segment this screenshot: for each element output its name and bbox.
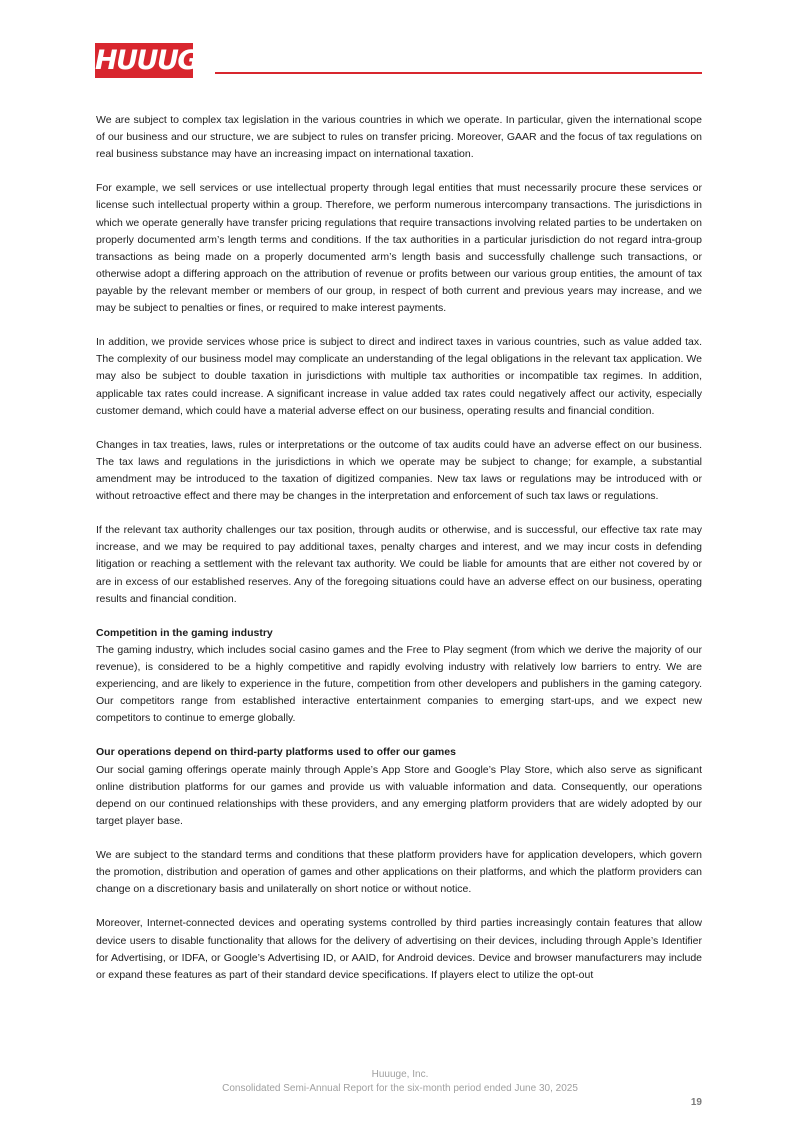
section-heading-competition: Competition in the gaming industry — [96, 626, 273, 639]
paragraph-indirect-taxes: In addition, we provide services whose price is subject to direct and indirect taxes in various countries, such as value added tax. The complexity of our business model may complicate an understanding of the legal obligations in the relevant tax application. We may also be subject to double taxation in jurisdictions with multiple tax authorities or incompatible tax regimes. In addition, applicable tax rates could increase. A significant increase in value added tax rates could negatively affect our activity, especially customer demand, which could have a material adverse effect on our business, operating results and financial condition. — [96, 336, 702, 417]
paragraph-tax-authority: If the relevant tax authority challenges our tax position, through audits or otherwise, and is successful, our effective tax rate may increase, and we may be required to pay additional taxes, penalty charges and interest, and we may incur costs in defending litigation or reaching a settlement with the relevant tax authority. We could be liable for amounts that are either not covered by or are in excess of our established reserves. Any of the foregoing situations could have an adverse effect on our business, operating results and financial condition. — [96, 524, 702, 605]
paragraph-competition: The gaming industry, which includes social casino games and the Free to Play segment (from which we derive the majority of our revenue), is considered to be a highly competitive and rapidly evolving industry with relatively low barriers to entry. We are experiencing, and are likely to experience in the future, competition from other developers and publishers in the gaming category. Our competitors range from established interactive entertainment companies to emerging start-ups, and we expect new competitors to continue to emerge globally. — [96, 643, 702, 725]
paragraph-tax-legislation: We are subject to complex tax legislation in the various countries in which we operate. In particular, given the international scope of our business and our structure, we are subject to rules on transfer pricing. Moreover, GAAR and the focus of tax regulations on real business substance may have an increasing impact on international taxation. — [96, 114, 702, 161]
huuuge-logo: HUUUGE — [95, 45, 215, 76]
footer-company: Huuuge, Inc. — [371, 1069, 429, 1080]
footer-report-title: Consolidated Semi-Annual Report for the six-month period ended June 30, 2025 — [222, 1083, 578, 1094]
paragraph-transfer-pricing: For example, we sell services or use intellectual property through legal entities that must necessarily procure these services or license such intellectual property within a group. Therefore, we perform numerous intercompany transactions. The jurisdictions in which we operate generally have transfer pricing regulations that require transactions involving related parties to be undertaken on properly documented arm’s length terms and conditions. If the tax authorities in a particular jurisdiction do not regard intra-group transactions as being made on a properly documented arm’s length basis and successfully challenge such transactions, or otherwise adopt a differing approach on the attribution of revenue or profits between our various group entities, the amount of tax payable by the relevant member or members of our group, in respect of both current and previous years may increase, and we may be subject to penalties or fines, or required to make interest payments. — [96, 182, 702, 315]
paragraph-advertising-id: Moreover, Internet-connected devices and operating systems controlled by third parties increasingly contain features that allow device users to disable functionality that allows for the delivery of advertising on their devices, including through Apple’s Identifier for Advertising, or IDFA, or Google’s Advertising ID, or AAID, for Android devices. Device and browser manufacturers may include or expand these features as part of their standard device specifications. If players elect to utilize the opt-out — [96, 917, 702, 981]
header-rule — [215, 72, 702, 74]
section-heading-platforms: Our operations depend on third-party platforms used to offer our games — [96, 746, 456, 759]
paragraph-tax-treaties: Changes in tax treaties, laws, rules or interpretations or the outcome of tax audits could have an adverse effect on our business. The tax laws and regulations in the jurisdictions in which we operate may be subject to change; for example, a substantial amendment may be introduced to the taxation of digitized companies. New tax laws or regulations may be introduced with or without retroactive effect and there may be changes in the interpretation and enforcement of such tax laws or regulations. — [96, 438, 702, 503]
page-number: 19 — [690, 1097, 702, 1108]
paragraph-terms: We are subject to the standard terms and conditions that these platform providers have for application developers, which govern the promotion, distribution and operation of games and other applications on their platforms, and which the platform providers can change on a discretionary basis and unilaterally on short notice or without notice. — [96, 849, 702, 896]
paragraph-platforms: Our social gaming offerings operate mainly through Apple’s App Store and Google’s Play Store, which also serve as significant online distribution platforms for our games and provide us with valuable information and data. Consequently, our operations depend on our continued relationships with these providers, and any emerging platform providers that are widely adopted by our target player base. — [96, 763, 702, 827]
document-body — [96, 112, 702, 984]
